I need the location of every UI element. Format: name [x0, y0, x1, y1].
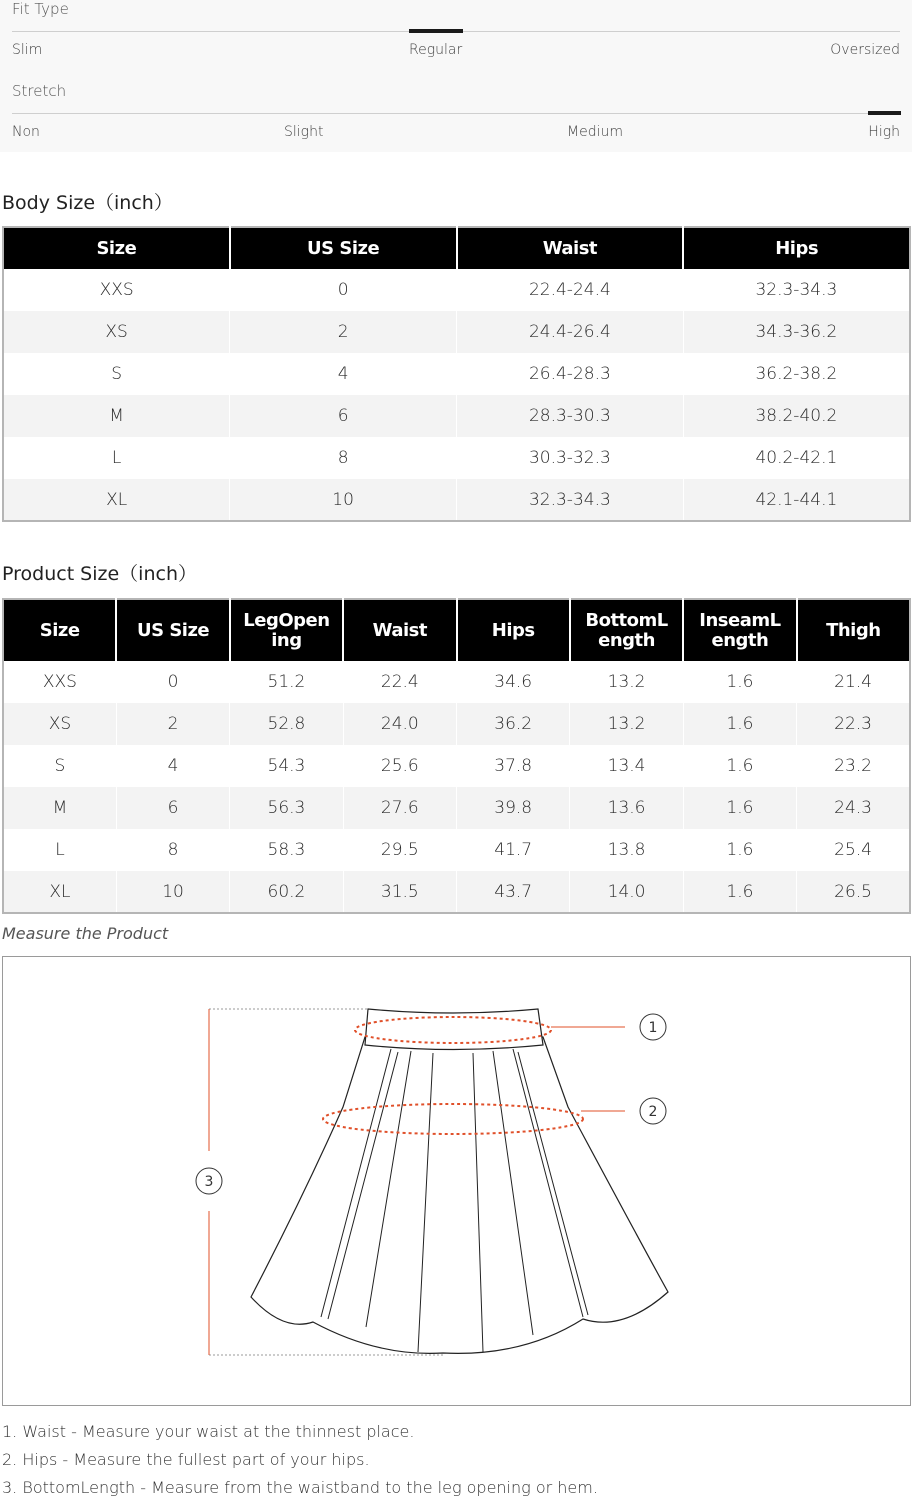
- table-cell: 1.6: [683, 829, 796, 871]
- product-header-text: LegOpen: [243, 609, 330, 631]
- stretch-selected-marker: [868, 111, 901, 115]
- table-cell: M: [3, 395, 230, 437]
- table-cell: 32.3-34.3: [457, 479, 684, 521]
- stretch-label-non: Non: [12, 124, 40, 140]
- body-header-size: Size: [3, 227, 230, 269]
- table-cell: 10: [116, 871, 229, 913]
- table-cell: 13.8: [570, 829, 683, 871]
- table-cell: 10: [230, 479, 457, 521]
- product-header-text: InseamL: [699, 609, 781, 631]
- marker-1: [640, 1014, 666, 1040]
- product-header-cell: [797, 599, 910, 661]
- table-cell: 30.3-32.3: [457, 437, 684, 479]
- marker-3-label: 3: [204, 1174, 214, 1190]
- table-cell: 39.8: [457, 787, 570, 829]
- marker-3: [196, 1168, 222, 1194]
- table-cell: 1.6: [683, 787, 796, 829]
- table-cell: XS: [3, 311, 230, 353]
- table-cell: 31.5: [343, 871, 456, 913]
- table-cell: 2: [230, 311, 457, 353]
- table-cell: 2: [116, 703, 229, 745]
- table-cell: 1.6: [683, 661, 796, 703]
- table-row: [3, 829, 910, 871]
- table-row: [3, 269, 910, 311]
- table-cell: S: [3, 353, 230, 395]
- table-cell: 14.0: [570, 871, 683, 913]
- table-cell: 6: [116, 787, 229, 829]
- table-cell: 8: [230, 437, 457, 479]
- table-cell: 4: [230, 353, 457, 395]
- table-cell: 24.4-26.4: [457, 311, 684, 353]
- table-cell: 13.2: [570, 661, 683, 703]
- table-row: [3, 395, 910, 437]
- product-header-text: Hips: [491, 619, 535, 641]
- table-cell: 21.4: [797, 661, 910, 703]
- body-size-table: [2, 226, 911, 522]
- product-header-text: US Size: [136, 619, 210, 641]
- table-cell: L: [3, 437, 230, 479]
- table-cell: 34.6: [457, 661, 570, 703]
- table-cell: 4: [116, 745, 229, 787]
- marker-1-label: 1: [648, 1020, 658, 1036]
- table-cell: 24.3: [797, 787, 910, 829]
- product-header-text: ength: [598, 629, 655, 651]
- table-cell: 27.6: [343, 787, 456, 829]
- table-cell: XL: [3, 479, 230, 521]
- product-header-text: ing: [271, 629, 302, 651]
- table-cell: 43.7: [457, 871, 570, 913]
- table-cell: 22.3: [797, 703, 910, 745]
- product-header-cell: [3, 599, 116, 661]
- measure-caption: Measure the Product: [2, 924, 169, 943]
- table-cell: 28.3-30.3: [457, 395, 684, 437]
- table-cell: 38.2-40.2: [683, 395, 910, 437]
- stretch-title: Stretch: [12, 82, 67, 100]
- body-header-us-size: US Size: [230, 227, 457, 269]
- fit-type-selected-marker: [409, 29, 463, 33]
- fit-type-title: Fit Type: [12, 0, 69, 18]
- stretch-label-slight: Slight: [284, 124, 324, 140]
- body-size-header-row: [3, 227, 910, 269]
- table-cell: 1.6: [683, 745, 796, 787]
- skirt-waistband: [365, 1009, 543, 1050]
- skirt-diagram-svg: [3, 957, 910, 1405]
- table-cell: 25.4: [797, 829, 910, 871]
- skirt-diagram: [2, 956, 911, 1406]
- table-row: [3, 787, 910, 829]
- marker-2: [640, 1098, 666, 1124]
- table-row: [3, 479, 910, 521]
- table-row: [3, 311, 910, 353]
- product-header-cell: [683, 599, 796, 661]
- table-cell: 54.3: [230, 745, 343, 787]
- table-cell: 24.0: [343, 703, 456, 745]
- body-size-title: Body Size（inch）: [2, 192, 173, 214]
- table-cell: 13.2: [570, 703, 683, 745]
- table-cell: 56.3: [230, 787, 343, 829]
- table-cell: 42.1-44.1: [683, 479, 910, 521]
- table-cell: 26.5: [797, 871, 910, 913]
- table-cell: 60.2: [230, 871, 343, 913]
- table-cell: 58.3: [230, 829, 343, 871]
- table-row: [3, 745, 910, 787]
- stretch-scale-line: [12, 113, 900, 114]
- table-cell: 8: [116, 829, 229, 871]
- product-header-text: Waist: [372, 619, 427, 641]
- fit-label-regular: Regular: [409, 42, 463, 58]
- product-header-cell: [570, 599, 683, 661]
- table-cell: 0: [116, 661, 229, 703]
- skirt-illustration: [251, 1037, 668, 1353]
- table-cell: L: [3, 829, 116, 871]
- note-bottom-length: 3. BottomLength - Measure from the waistband to the leg opening or hem.: [2, 1478, 598, 1497]
- body-header-waist: Waist: [457, 227, 684, 269]
- table-cell: 1.6: [683, 703, 796, 745]
- fit-label-oversized: Oversized: [830, 42, 900, 58]
- product-header-text: BottomL: [585, 609, 668, 631]
- product-size-table: [2, 598, 911, 914]
- table-cell: 22.4: [343, 661, 456, 703]
- table-cell: 23.2: [797, 745, 910, 787]
- table-cell: 26.4-28.3: [457, 353, 684, 395]
- table-cell: 29.5: [343, 829, 456, 871]
- body-header-hips: Hips: [683, 227, 910, 269]
- product-header-cell: [457, 599, 570, 661]
- table-cell: 1.6: [683, 871, 796, 913]
- note-hips: 2. Hips - Measure the fullest part of your hips.: [2, 1450, 370, 1469]
- table-cell: 37.8: [457, 745, 570, 787]
- product-size-header-row: [3, 599, 910, 661]
- table-cell: 36.2-38.2: [683, 353, 910, 395]
- product-header-cell: [230, 599, 343, 661]
- table-cell: XXS: [3, 269, 230, 311]
- table-cell: 52.8: [230, 703, 343, 745]
- table-row: [3, 703, 910, 745]
- product-header-text: ength: [711, 629, 769, 651]
- table-cell: 32.3-34.3: [683, 269, 910, 311]
- table-row: [3, 353, 910, 395]
- product-header-text: Thigh: [826, 619, 881, 641]
- table-row: [3, 871, 910, 913]
- table-cell: S: [3, 745, 116, 787]
- table-row: [3, 437, 910, 479]
- table-cell: 41.7: [457, 829, 570, 871]
- table-cell: XL: [3, 871, 116, 913]
- fit-label-slim: Slim: [12, 42, 43, 58]
- product-header-text: Size: [39, 619, 80, 641]
- fit-stretch-panel: [0, 0, 912, 152]
- product-size-title: Product Size（inch）: [2, 563, 197, 585]
- table-cell: 13.4: [570, 745, 683, 787]
- table-cell: 22.4-24.4: [457, 269, 684, 311]
- product-header-cell: [343, 599, 456, 661]
- table-row: [3, 661, 910, 703]
- table-cell: XXS: [3, 661, 116, 703]
- table-cell: 6: [230, 395, 457, 437]
- table-cell: M: [3, 787, 116, 829]
- table-cell: 13.6: [570, 787, 683, 829]
- stretch-label-high: High: [868, 124, 900, 140]
- table-cell: 51.2: [230, 661, 343, 703]
- table-cell: 25.6: [343, 745, 456, 787]
- product-header-cell: [116, 599, 229, 661]
- stretch-label-medium: Medium: [567, 124, 623, 140]
- note-waist: 1. Waist - Measure your waist at the thinnest place.: [2, 1422, 415, 1441]
- table-cell: 40.2-42.1: [683, 437, 910, 479]
- table-cell: 36.2: [457, 703, 570, 745]
- table-cell: XS: [3, 703, 116, 745]
- table-cell: 34.3-36.2: [683, 311, 910, 353]
- table-cell: 0: [230, 269, 457, 311]
- marker-2-label: 2: [648, 1104, 658, 1120]
